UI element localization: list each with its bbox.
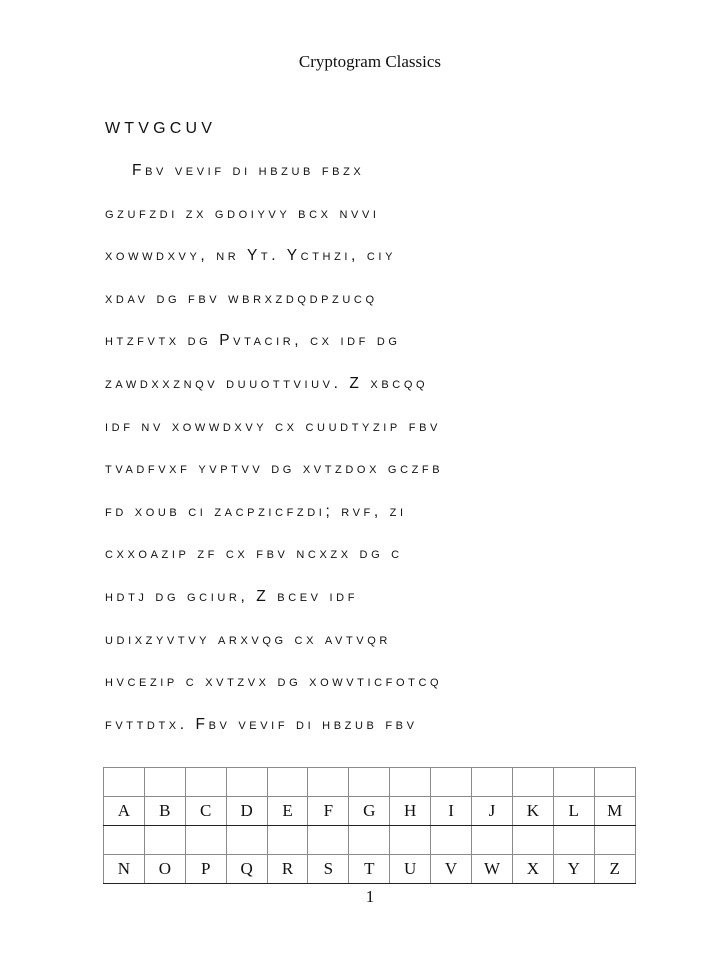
answer-cell-h[interactable] <box>390 768 431 797</box>
key-letter: N <box>104 855 145 884</box>
answer-cell-g[interactable] <box>349 768 390 797</box>
cipher-line: cxxoazip zf cx fbv ncxzx dg c <box>105 545 403 563</box>
puzzle-title: WTVGCUV <box>105 120 217 137</box>
key-letter: U <box>390 855 431 884</box>
answer-cell-i[interactable] <box>431 768 472 797</box>
answer-cell-v[interactable] <box>431 826 472 855</box>
answer-cell-u[interactable] <box>390 826 431 855</box>
answer-row-2 <box>104 826 636 855</box>
cipher-line: tvadfvxf yvptvv dg xvtzdox gczfb <box>105 460 444 478</box>
key-letter: M <box>594 797 635 826</box>
solution-key-grid <box>103 767 636 884</box>
answer-cell-f[interactable] <box>308 768 349 797</box>
key-letter: D <box>226 797 267 826</box>
key-letter: A <box>104 797 145 826</box>
answer-cell-j[interactable] <box>472 768 513 797</box>
key-letter: C <box>185 797 226 826</box>
key-letter: R <box>267 855 308 884</box>
key-letter: S <box>308 855 349 884</box>
page-header: Cryptogram Classics <box>298 52 442 71</box>
answer-cell-d[interactable] <box>226 768 267 797</box>
cipher-line: hdtj dg gciur, Z bcev idf <box>105 587 359 605</box>
key-letter: Q <box>226 855 267 884</box>
answer-cell-x[interactable] <box>512 826 553 855</box>
answer-cell-w[interactable] <box>472 826 513 855</box>
page-number: 1 <box>365 887 375 906</box>
key-letter: O <box>144 855 185 884</box>
answer-cell-r[interactable] <box>267 826 308 855</box>
answer-cell-l[interactable] <box>553 768 594 797</box>
cipher-line: zawdxxznqv duuottviuv. Z xbcqq <box>105 374 429 392</box>
key-letter: J <box>472 797 513 826</box>
answer-cell-q[interactable] <box>226 826 267 855</box>
key-letter: B <box>144 797 185 826</box>
answer-cell-b[interactable] <box>144 768 185 797</box>
answer-cell-p[interactable] <box>185 826 226 855</box>
answer-cell-o[interactable] <box>144 826 185 855</box>
answer-cell-c[interactable] <box>185 768 226 797</box>
key-letter: V <box>431 855 472 884</box>
answer-cell-t[interactable] <box>349 826 390 855</box>
answer-cell-y[interactable] <box>553 826 594 855</box>
answer-cell-s[interactable] <box>308 826 349 855</box>
cipher-line: xdav dg fbv wbrxzdqdpzucq <box>105 289 378 307</box>
cipher-line: fvttdtx. Fbv vevif di hbzub fbv <box>105 715 418 733</box>
answer-cell-k[interactable] <box>512 768 553 797</box>
cipher-line: Fbv vevif di hbzub fbzx <box>132 162 365 179</box>
key-letter: T <box>349 855 390 884</box>
key-letter: P <box>185 855 226 884</box>
answer-cell-z[interactable] <box>594 826 635 855</box>
cipher-line: xowwdxvy, nr Yt. Ycthzi, ciy <box>105 247 396 265</box>
answer-cell-m[interactable] <box>594 768 635 797</box>
key-letter: H <box>390 797 431 826</box>
letter-row-1 <box>104 797 636 826</box>
cipher-line: htzfvtx dg Pvtacir, cx idf dg <box>105 332 401 350</box>
cipher-line: udixzyvtvy arxvqg cx avtvqr <box>105 630 391 648</box>
answer-row-1 <box>104 768 636 797</box>
answer-cell-a[interactable] <box>104 768 145 797</box>
answer-cell-n[interactable] <box>104 826 145 855</box>
cipher-line: fd xoub ci zacpzicfzdi; rvf, zi <box>105 502 407 520</box>
answer-cell-e[interactable] <box>267 768 308 797</box>
key-letter: Z <box>594 855 635 884</box>
key-letter: Y <box>553 855 594 884</box>
cipher-line: gzufzdi zx gdoiyvy bcx nvvi <box>105 204 380 222</box>
key-letter: L <box>553 797 594 826</box>
cipher-line: idf nv xowwdxvy cx cuudtyzip fbv <box>105 417 441 435</box>
key-letter: F <box>308 797 349 826</box>
key-letter: I <box>431 797 472 826</box>
key-letter: K <box>512 797 553 826</box>
letter-row-2 <box>104 855 636 884</box>
key-letter: W <box>472 855 513 884</box>
key-letter: X <box>512 855 553 884</box>
cipher-text <box>105 158 645 754</box>
key-letter: G <box>349 797 390 826</box>
cipher-line: hvcezip c xvtzvx dg xowvticfotcq <box>105 673 443 691</box>
key-letter: E <box>267 797 308 826</box>
